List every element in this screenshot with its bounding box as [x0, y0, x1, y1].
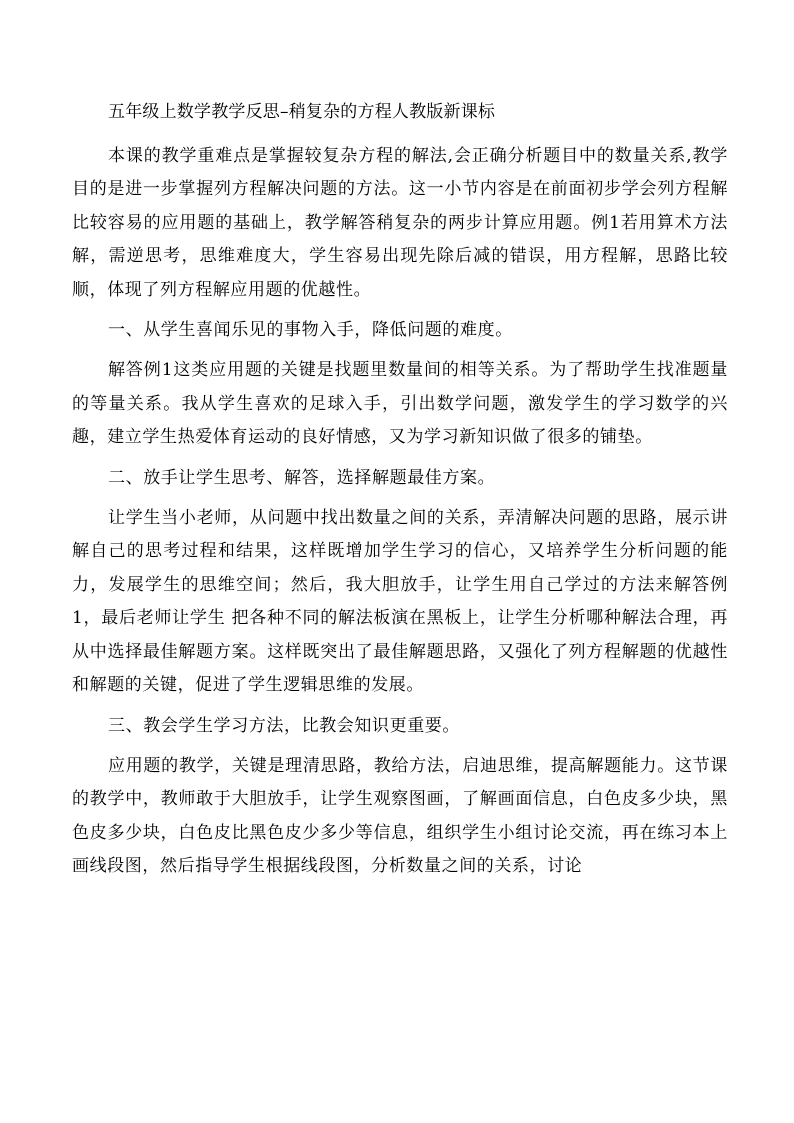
section-heading-1: 一、从学生喜闻乐见的事物入手，降低问题的难度。 — [108, 320, 513, 341]
paragraph-intro: 本课的教学重难点是掌握较复杂方程的解法,会正确分析题目中的数量关系,教学目的是进一步掌握列方程解决问题的方法。这一小节内容是在前面初步学会列方程解比较容易的应用题的基础上，教学解答稍复杂的两步计算应用题。例1若用算术方法解，需逆思考，思维难度大，学生容易出现先除后减的错误，用方程解，思路比较顺，体现了列方程解应用题的优越性。 — [72, 146, 728, 300]
paragraph-section-2: 让学生当小老师，从问题中找出数量之间的关系，弄清解决问题的思路，展示讲解自己的思考过程和结果，这样既增加学生学习的信心，又培养学生分析问题的能力，发展学生的思维空间；然后，我大胆放手，让学生用自己学过的方法来解答例1，最后老师让学生 把各种不同的解法板演在黑板上，让学生分析哪种解法合理，再从中选择最佳解题方案。这样既突出了最佳解题思路，又强化了列方程解题的优越性和解题的关键，促进了学生逻辑思维的发展。 — [72, 508, 728, 696]
paragraph-section-1: 解答例1这类应用题的关键是找题里数量间的相等关系。为了帮助学生找准题量的等量关系。我从学生喜欢的足球入手，引出数学问题，激发学生的学习数学的兴趣，建立学生热爱体育运动的良好情感，又为学习新知识做了很多的铺垫。 — [72, 360, 728, 448]
document-body — [72, 99, 728, 891]
document-title: 五年级上数学教学反思–稍复杂的方程人教版新课标 — [108, 102, 496, 122]
paragraph-section-3: 应用题的教学，关键是理清思路，教给方法，启迪思维，提高解题能力。这节课的教学中，教师敢于大胆放手，让学生观察图画，了解画面信息，白色皮多少块，黑色皮多少块，白色皮比黑色皮少多少等信息，组织学生小组讨论交流，再在练习本上画线段图，然后指导学生根据线段图，分析数量之间的关系，讨论 — [72, 755, 728, 877]
section-heading-3: 三、教会学生学习方法，比教会知识更重要。 — [108, 715, 460, 736]
section-heading-2: 二、放手让学生思考、解答，选择解题最佳方案。 — [108, 467, 496, 488]
